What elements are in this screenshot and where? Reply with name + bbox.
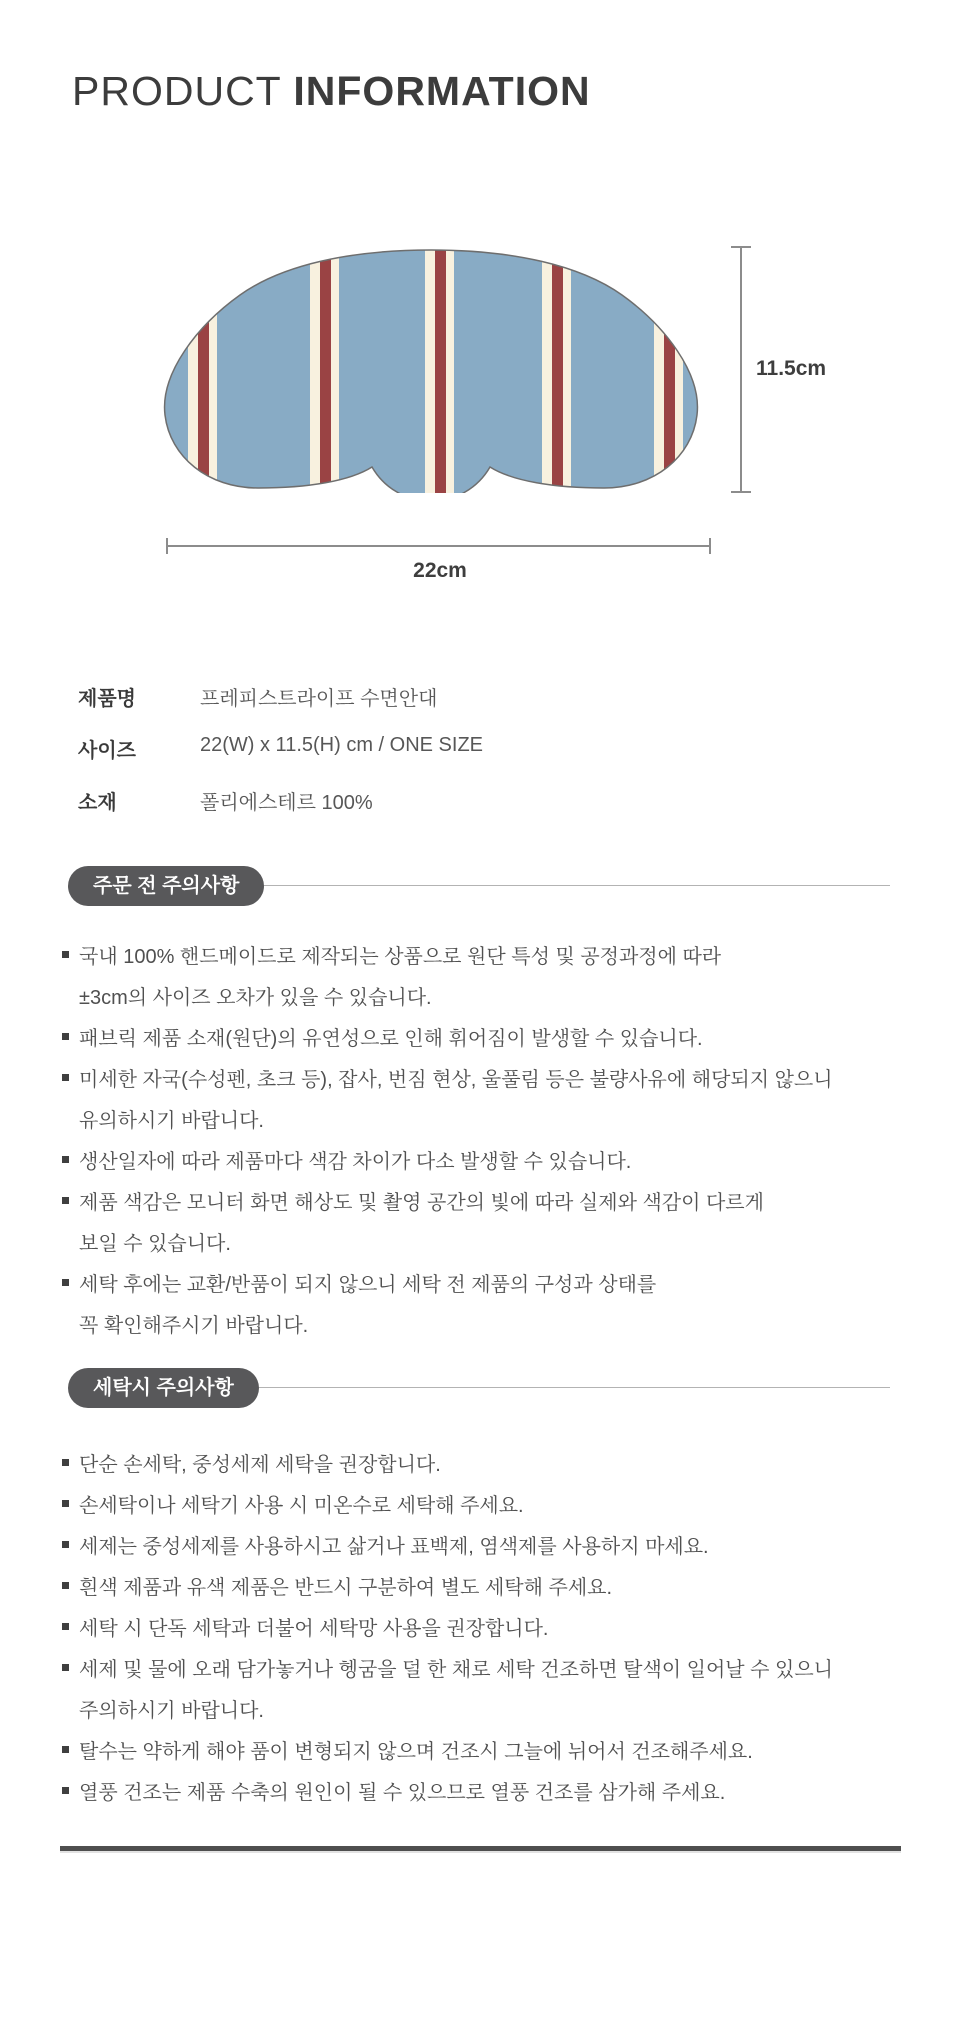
- bottom-divider-bar: [60, 1846, 901, 1851]
- notice-line: 세탁 후에는 교환/반품이 되지 않으니 세탁 전 제품의 구성과 상태를: [62, 1262, 912, 1303]
- bullet-square-icon: [62, 1582, 69, 1589]
- bullet-square-icon: [62, 1074, 69, 1081]
- notice-line-continued: 보일 수 있습니다.: [79, 1233, 231, 1255]
- section-divider-line: [255, 1387, 890, 1388]
- width-dimension-cap-left: [166, 538, 168, 554]
- bullet-square-icon: [62, 1459, 69, 1466]
- notice-line-continued: 주의하시기 바랍니다.: [79, 1700, 264, 1722]
- notice-line: 생산일자에 따라 제품마다 색감 차이가 다소 발생할 수 있습니다.: [62, 1139, 912, 1180]
- notice-line: 미세한 자국(수성펜, 초크 등), 잡사, 번짐 현상, 울풀림 등은 불량사유에 해당되지 않으니: [62, 1057, 912, 1098]
- bullet-square-icon: [62, 1156, 69, 1163]
- height-dimension-label: 11.5cm: [756, 357, 827, 380]
- notice-line: 탈수는 약하게 해야 품이 변형되지 않으며 건조시 그늘에 뉘어서 건조해주세요.: [62, 1729, 912, 1770]
- stripe-cream: [188, 245, 198, 493]
- notice-line-continued: 유의하시기 바랍니다.: [79, 1110, 264, 1132]
- height-dimension-cap-top: [731, 246, 751, 248]
- bullet-square-icon: [62, 1033, 69, 1040]
- width-dimension-line: [166, 545, 711, 547]
- stripe-cream: [542, 245, 552, 493]
- wash-notice-list: [62, 1442, 912, 1811]
- section-divider-line: [255, 885, 890, 886]
- notice-line: 열풍 건조는 제품 수축의 원인이 될 수 있으므로 열풍 건조를 삼가해 주세요.: [62, 1770, 912, 1811]
- page-title: [72, 68, 591, 115]
- notice-line: 손세탁이나 세탁기 사용 시 미온수로 세탁해 주세요.: [62, 1483, 912, 1524]
- bullet-square-icon: [62, 1623, 69, 1630]
- stripe-cream: [310, 245, 320, 493]
- notice-line: 세제 및 물에 오래 담가놓거나 헹굼을 덜 한 채로 세탁 건조하면 탈색이 일어날 수 있으니: [62, 1647, 912, 1688]
- bullet-square-icon: [62, 1541, 69, 1548]
- bullet-square-icon: [62, 1787, 69, 1794]
- notice-line: 국내 100% 핸드메이드로 제작되는 상품으로 원단 특성 및 공정과정에 따라: [62, 934, 912, 975]
- spec-label: 제품명: [78, 688, 136, 710]
- bullet-square-icon: [62, 951, 69, 958]
- spec-row-product-name: [78, 682, 898, 708]
- bullet-square-icon: [62, 1500, 69, 1507]
- stripe-cream: [331, 245, 339, 493]
- stripe-red: [552, 245, 563, 493]
- bullet-square-icon: [62, 1279, 69, 1286]
- spec-row-material: [78, 786, 898, 812]
- bullet-square-icon: [62, 1664, 69, 1671]
- bullet-square-icon: [62, 1197, 69, 1204]
- height-dimension-cap-bottom: [731, 491, 751, 493]
- stripe-red: [198, 245, 209, 493]
- wash-notice-badge: 세탁시 주의사항: [68, 1368, 259, 1408]
- spec-label: 소재: [78, 792, 117, 814]
- notice-line-continued: 꼭 확인해주시기 바랍니다.: [79, 1315, 309, 1337]
- notice-line: 단순 손세탁, 중성세제 세탁을 권장합니다.: [62, 1442, 912, 1483]
- notice-line: 패브릭 제품 소재(원단)의 유연성으로 인해 휘어짐이 발생할 수 있습니다.: [62, 1016, 912, 1057]
- stripe-cream: [425, 245, 435, 493]
- spec-row-size: [78, 734, 898, 760]
- spec-value: 22(W) x 11.5(H) cm / ONE SIZE: [200, 734, 483, 756]
- height-dimension-line: [740, 247, 742, 493]
- notice-line: 세제는 중성세제를 사용하시고 삶거나 표백제, 염색제를 사용하지 마세요.: [62, 1524, 912, 1565]
- width-dimension-cap-right: [709, 538, 711, 554]
- stripe-cream: [209, 245, 217, 493]
- spec-value: 폴리에스테르 100%: [200, 792, 373, 814]
- spec-label: 사이즈: [78, 740, 136, 762]
- notice-line-continued: ±3cm의 사이즈 오차가 있을 수 있습니다.: [79, 987, 432, 1009]
- stripe-cream: [654, 245, 664, 493]
- stripe-cream: [563, 245, 571, 493]
- stripe-red: [435, 245, 446, 493]
- bullet-square-icon: [62, 1746, 69, 1753]
- page-title-bold: INFORMATION: [293, 68, 591, 114]
- order-notice-list: [62, 934, 912, 1344]
- order-notice-badge: 주문 전 주의사항: [68, 866, 264, 906]
- notice-line: 세탁 시 단독 세탁과 더불어 세탁망 사용을 권장합니다.: [62, 1606, 912, 1647]
- notice-line: 제품 색감은 모니터 화면 해상도 및 촬영 공간의 빛에 따라 실제와 색감이 다르게: [62, 1180, 912, 1221]
- page-title-regular: PRODUCT: [72, 68, 281, 114]
- stripe-red: [664, 245, 675, 493]
- notice-line: 흰색 제품과 유색 제품은 반드시 구분하여 별도 세탁해 주세요.: [62, 1565, 912, 1606]
- sleep-mask-illustration: [150, 245, 712, 493]
- spec-value: 프레피스트라이프 수면안대: [200, 688, 438, 710]
- stripe-red: [320, 245, 331, 493]
- width-dimension-label: 22cm: [413, 559, 467, 582]
- stripe-cream: [446, 245, 454, 493]
